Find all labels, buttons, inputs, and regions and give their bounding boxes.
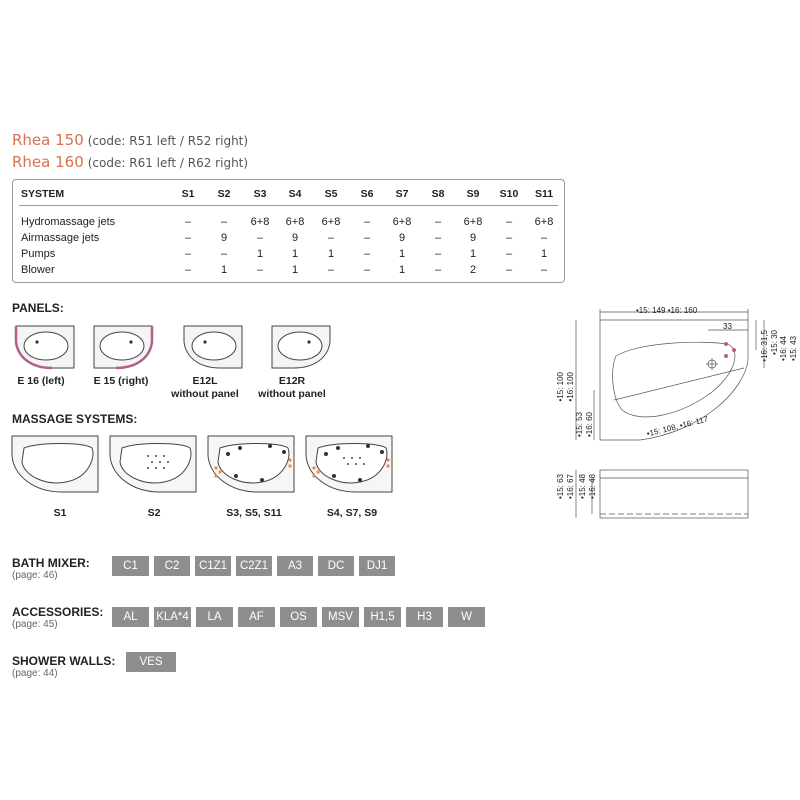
dim-left-b: •16: 100 (566, 372, 575, 402)
table-cell: 6+8 (392, 216, 412, 228)
accessories-item-os[interactable]: OS (280, 607, 317, 627)
table-cell: – (184, 264, 192, 276)
table-cell: 6+8 (250, 216, 270, 228)
table-cell: – (184, 248, 192, 260)
panel-e15-icon (94, 326, 152, 368)
dim-right-a: •15: 30 (770, 330, 779, 356)
dim-top-width: •15: 149 •16: 160 (636, 306, 698, 315)
model-code: (code: R61 left / R62 right) (87, 156, 249, 170)
table-header-s3: S3 (253, 188, 267, 200)
table-cell: – (505, 264, 513, 276)
accessories-item-h3[interactable]: H3 (406, 607, 443, 627)
table-cell: 1 (398, 264, 406, 276)
table-cell: 1 (398, 248, 406, 260)
dim-inner-b: •16: 60 (585, 412, 594, 438)
table-cell: 6+8 (534, 216, 554, 228)
shower-walls-label: SHOWER WALLS: (12, 654, 116, 668)
table-cell: 9 (398, 232, 406, 244)
panel-sublabel: without panel (258, 388, 326, 400)
table-header-system: SYSTEM (21, 188, 65, 200)
dim-side-d: •16: 48 (588, 474, 597, 500)
accessories-item-af[interactable]: AF (238, 607, 275, 627)
table-header-divider (19, 205, 558, 206)
table-row-label: Pumps (21, 248, 56, 260)
table-cell: – (220, 248, 228, 260)
dim-right-d: •16: 44 (779, 336, 788, 362)
panels-heading: PANELS: (12, 301, 64, 315)
table-cell: 6+8 (463, 216, 483, 228)
table-header-s11: S11 (534, 188, 554, 200)
table-cell: – (434, 216, 442, 228)
table-cell: 9 (220, 232, 228, 244)
dim-diagonal: •15: 108, •16: 117 (645, 414, 709, 439)
panel-label: E12R (278, 375, 306, 387)
accessories-item-w[interactable]: W (448, 607, 485, 627)
table-cell: – (184, 216, 192, 228)
table-header-s6: S6 (360, 188, 374, 200)
table-header-s4: S4 (288, 188, 302, 200)
panel-e16-icon (16, 326, 74, 368)
massage-label: S4, S7, S9 (326, 507, 378, 519)
table-cell: – (540, 264, 548, 276)
model-code: (code: R51 left / R52 right) (87, 134, 249, 148)
bath-mixer-item-c2[interactable]: C2 (154, 556, 190, 576)
shower-walls-item-ves[interactable]: VES (126, 652, 176, 672)
table-cell: – (327, 232, 335, 244)
model-name: Rhea 150 (12, 131, 84, 149)
table-header-s1: S1 (181, 188, 195, 200)
accessories-item-al[interactable]: AL (112, 607, 149, 627)
table-cell: – (184, 232, 192, 244)
model-title-150 (12, 131, 248, 150)
massage-s2-icon (110, 436, 196, 492)
panels-illustrations (12, 322, 342, 372)
table-cell: 1 (540, 248, 548, 260)
table-cell: – (363, 216, 371, 228)
table-row-label: Blower (21, 264, 55, 276)
table-cell: – (363, 248, 371, 260)
panel-e12l-icon (184, 326, 242, 368)
dim-top-33: 33 (723, 322, 732, 331)
bath-mixer-item-c1z1[interactable]: C1Z1 (195, 556, 231, 576)
table-cell: – (505, 232, 513, 244)
table-cell: 1 (256, 248, 264, 260)
bath-mixer-item-c2z1[interactable]: C2Z1 (236, 556, 272, 576)
massage-label: S1 (53, 507, 67, 519)
dim-side-c: •15: 48 (578, 474, 587, 500)
panel-label: E12L (192, 375, 218, 387)
massage-label: S3, S5, S11 (226, 507, 282, 519)
bath-mixer-item-dc[interactable]: DC (318, 556, 354, 576)
dim-inner-a: •15: 53 (575, 412, 584, 438)
table-cell: – (327, 264, 335, 276)
table-cell: – (363, 232, 371, 244)
massage-s4-icon (306, 436, 392, 492)
dim-left-a: •15: 100 (556, 372, 565, 402)
table-row-label: Airmassage jets (21, 232, 100, 244)
table-cell: – (256, 232, 264, 244)
table-cell: 1 (327, 248, 335, 260)
bath-mixer-label: BATH MIXER: (12, 556, 90, 570)
table-cell: 6+8 (321, 216, 341, 228)
panel-label: E 15 (right) (93, 375, 149, 387)
dim-side-a: •15: 63 (556, 474, 565, 500)
table-header-s5: S5 (324, 188, 338, 200)
table-cell: 1 (220, 264, 228, 276)
dim-side-b: •16: 67 (566, 474, 575, 500)
table-cell: 1 (291, 264, 299, 276)
shower-walls-page: (page: 44) (12, 668, 58, 679)
table-cell: 6+8 (285, 216, 305, 228)
table-cell: – (434, 248, 442, 260)
table-cell: 1 (291, 248, 299, 260)
bath-mixer-item-dj1[interactable]: DJ1 (359, 556, 395, 576)
table-cell: – (505, 248, 513, 260)
table-cell: – (256, 264, 264, 276)
bath-mixer-page: (page: 46) (12, 570, 58, 581)
model-name: Rhea 160 (12, 153, 84, 171)
table-cell: 2 (469, 264, 477, 276)
panel-sublabel: without panel (171, 388, 239, 400)
accessories-item-kla4[interactable]: KLA*4 (154, 607, 191, 627)
table-header-s2: S2 (217, 188, 231, 200)
table-cell: 9 (469, 232, 477, 244)
table-header-s10: S10 (499, 188, 519, 200)
model-title-160 (12, 153, 248, 172)
dim-right-b: •16: 31,5 (760, 330, 769, 362)
accessories-item-h15[interactable]: H1,5 (364, 607, 401, 627)
table-row-label: Hydromassage jets (21, 216, 116, 228)
panel-label: E 16 (left) (17, 375, 65, 387)
table-cell: – (505, 216, 513, 228)
accessories-page: (page: 45) (12, 619, 58, 630)
massage-s3-icon (208, 436, 294, 492)
table-cell: 1 (469, 248, 477, 260)
system-table (12, 179, 565, 283)
table-header-s9: S9 (466, 188, 480, 200)
table-cell: – (540, 232, 548, 244)
table-cell: – (434, 264, 442, 276)
table-cell: 9 (291, 232, 299, 244)
accessories-label: ACCESSORIES: (12, 605, 104, 619)
massage-illustrations (10, 434, 395, 494)
table-cell: – (363, 264, 371, 276)
table-header-s8: S8 (431, 188, 445, 200)
accessories-item-msv[interactable]: MSV (322, 607, 359, 627)
table-cell: – (434, 232, 442, 244)
massage-s1-icon (12, 436, 98, 492)
accessories-item-la[interactable]: LA (196, 607, 233, 627)
bath-mixer-item-a3[interactable]: A3 (277, 556, 313, 576)
massage-label: S2 (147, 507, 161, 519)
massage-systems-heading: MASSAGE SYSTEMS: (12, 412, 138, 426)
table-header-s7: S7 (395, 188, 409, 200)
bath-mixer-item-c1[interactable]: C1 (112, 556, 149, 576)
panel-e12r-icon (272, 326, 330, 368)
table-cell: – (220, 216, 228, 228)
dim-right-c: •15: 43 (789, 336, 798, 362)
